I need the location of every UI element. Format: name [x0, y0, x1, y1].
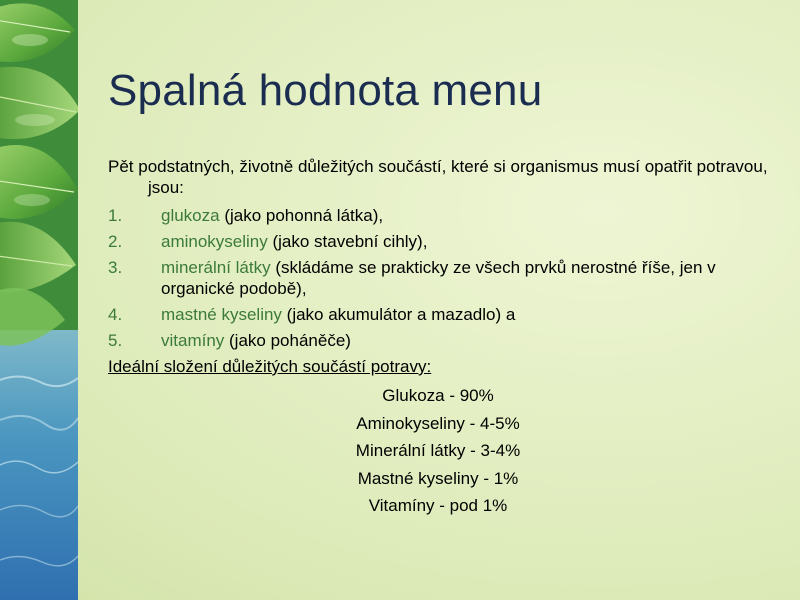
list-desc: (jako pohonná látka),	[219, 206, 384, 225]
list-item	[108, 231, 788, 252]
composition-item: Vitamíny - pod 1%	[368, 496, 508, 515]
list-number: 1.	[108, 206, 123, 225]
list-item	[108, 330, 788, 351]
composition-item: Aminokyseliny - 4-5%	[356, 413, 520, 433]
list-number: 4.	[108, 305, 123, 324]
intro-text: Pět podstatných, životně důležitých součástí, které si organismus musí opatřit potravou, jsou:	[108, 157, 768, 197]
list-number: 3.	[108, 258, 123, 277]
list-item	[108, 257, 788, 299]
components-list	[108, 205, 788, 351]
list-desc: (jako akumulátor a mazadlo) a	[281, 305, 516, 324]
composition-item: Mastné kyseliny - 1%	[357, 468, 519, 488]
composition-heading: Ideální složení důležitých součástí potravy:	[108, 357, 432, 376]
composition-item: Glukoza - 90%	[382, 386, 494, 405]
list-term: vitamíny	[161, 331, 225, 350]
list-term: mastné kyseliny	[161, 305, 282, 324]
list-number: 5.	[108, 331, 123, 350]
list-desc: (jako poháněče)	[224, 331, 351, 350]
list-item	[108, 205, 788, 226]
list-item	[108, 304, 788, 325]
list-desc: (skládáme se prakticky ze všech prvků nerostné říše, jen v organické podobě),	[161, 258, 716, 298]
composition-list	[108, 385, 768, 516]
slide-title: Spalná hodnota menu	[108, 66, 543, 115]
list-desc: (jako stavební cihly),	[267, 232, 428, 251]
list-term: minerální látky	[161, 258, 271, 277]
list-term: glukoza	[161, 206, 220, 225]
composition-item: Minerální látky - 3-4%	[355, 441, 521, 460]
leaf-water-decoration-icon	[0, 0, 78, 600]
list-term: aminokyseliny	[161, 232, 268, 251]
slide-body	[108, 156, 788, 523]
list-number: 2.	[108, 232, 123, 251]
